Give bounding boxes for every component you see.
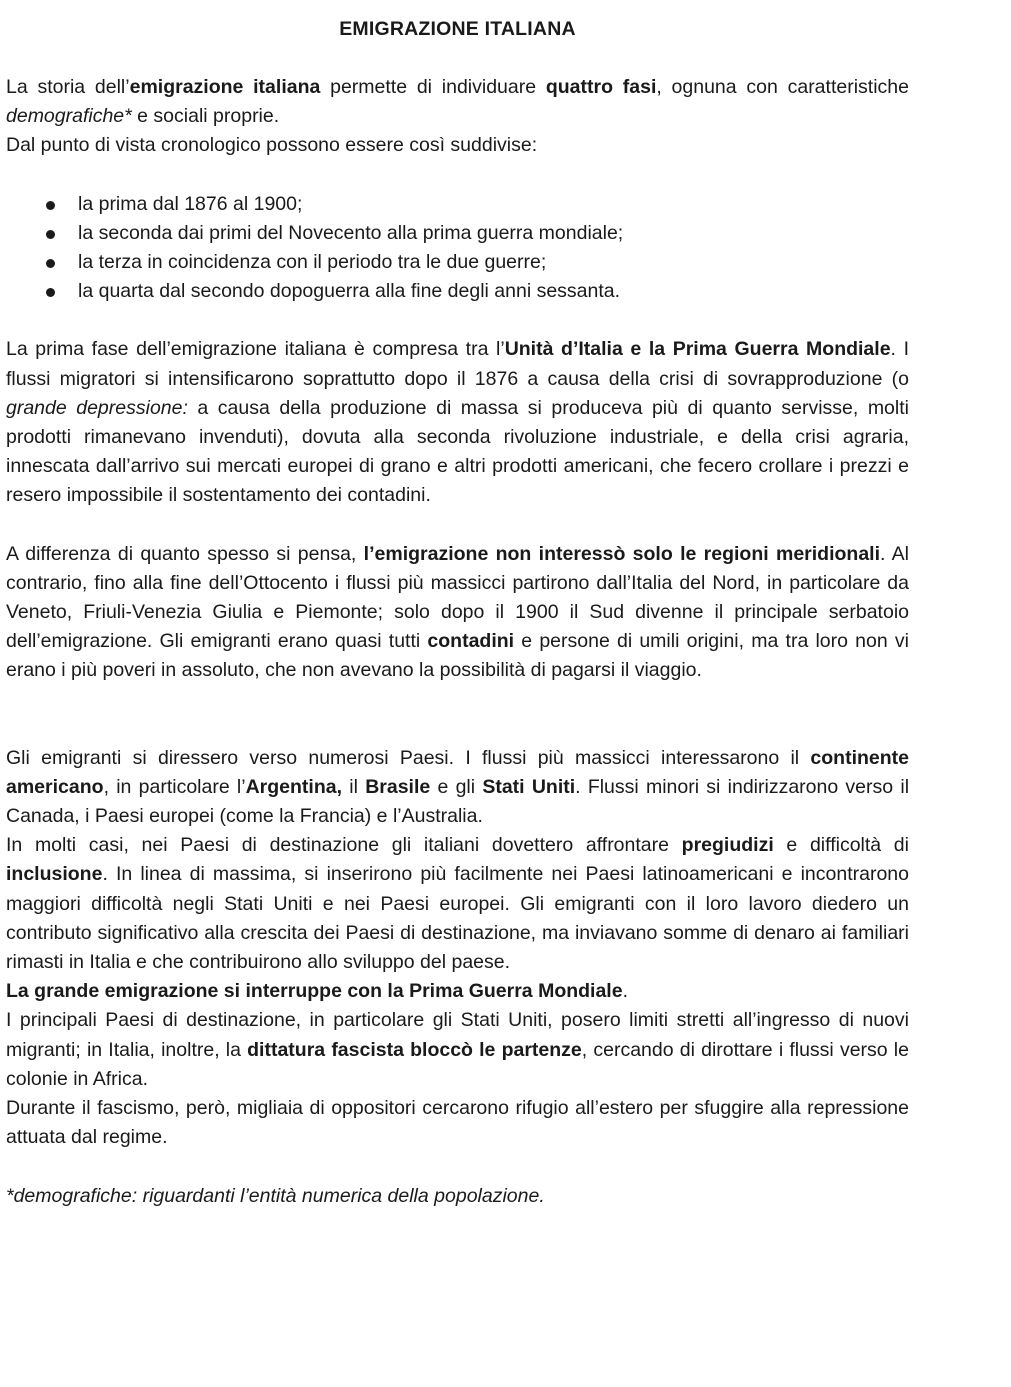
p1-italic-1: grande depressione: [6,396,188,419]
p3-text-2: , in particolare l’ [103,775,246,798]
p3-text-3: il [342,775,366,798]
intro-text-1: La storia dell’ [6,76,130,98]
p1-text-2: . I flussi migratori si intensificarono soprattutto dopo il 1876 a causa della crisi di sovrapproduzione (o [6,338,909,390]
p1-text-3: a causa della produzione di massa si produceva più di quanto servisse, molti prodotti rimanevano invenduti), dovuta alla seconda rivoluzione industriale, e della crisi agraria, innescata dall’arrivo sui mercati europei di grano e altri prodotti americani, che fecero crollare i prezzi e resero impossibile il sostentamento dei contadini. [6,396,909,507]
p1-bold-1: Unità d’Italia e la Prima Guerra Mondiale [504,338,891,361]
intro-bold-2: quattro fasi [545,76,657,98]
p6-bold-1: dittatura fascista bloccò le partenze [247,1038,582,1061]
intro-bold-1: emigrazione italiana [129,76,321,98]
p6-text-1: I principali Paesi di destinazione, in particolare gli Stati Uniti, posero limiti stretti all’ingresso di nuovi migranti; in Italia, inoltre, la [6,1009,909,1061]
paragraph-regions [6,540,909,686]
page-title: EMIGRAZIONE ITALIANA [339,18,576,40]
spacer [6,511,909,540]
p3-text-5: . Flussi minori si indirizzarono verso il Canada, i Paesi europei (come la Francia) e l’Australia. [6,775,910,828]
intro-paragraph [6,73,909,131]
intro-text-3: , ognuna con caratteristiche [656,76,909,98]
footnote-text: *demografiche: riguardanti l’entità numerica della popolazione. [6,1184,545,1207]
bullet-icon [46,230,55,239]
p2-text-3: e persone di umili origini, ma tra loro non vi erano i più poveri in assoluto, che non avevano la possibilità di pagarsi il viaggio. [6,630,909,682]
p5-text-1: . [622,980,628,1003]
p2-bold-1: l’emigrazione non interessò solo le regioni meridionali [363,542,880,565]
p3-bold-3: Brasile [365,775,431,798]
spacer [6,44,909,73]
p3-bold-2: Argentina, [245,775,343,798]
list-item [6,190,909,219]
phase-text: la seconda dai primi del Novecento alla prima guerra mondiale; [78,221,624,244]
p2-text-1: A differenza di quanto spesso si pensa, [6,542,364,565]
bullet-icon [46,288,55,297]
list-item [6,219,909,248]
p6-text-2: , cercando di dirottare i flussi verso le colonie in Africa. [6,1038,909,1090]
bullet-icon [46,201,55,210]
p4-text-3: . In linea di massima, si inserirono più facilmente nei Paesi latinoamericani e incontrarono maggiori difficoltà negli Stati Uniti e nei Paesi europei. Gli emigranti con il loro lavoro diedero un contributo significativo alla crescita dei Paesi di destinazione, ma inviavano somme di denaro ai familiari rimasti in Italia e che contribuirono allo sviluppo del paese. [6,863,909,974]
p1-text-1: La prima fase dell’emigrazione italiana è compresa tra l’ [6,338,505,361]
intro-text-2: permette di individuare [320,76,546,98]
footnote [6,1182,909,1211]
p3-bold-1: continente americano [6,746,909,798]
p4-bold-1: pregiudizi [681,834,774,857]
list-item [6,277,909,306]
p4-text-1: In molti casi, nei Paesi di destinazione gli italiani dovettero affrontare [6,834,682,857]
phase-text: la prima dal 1876 al 1900; [78,192,303,215]
intro-text-4: e sociali proprie. [131,105,280,128]
phase-text: la quarta dal secondo dopoguerra alla fine degli anni sessanta. [78,280,621,303]
p3-text-1: Gli emigranti si diressero verso numerosi Paesi. I flussi più massicci interessarono il [6,746,811,769]
list-item [6,248,909,277]
phase-text: la terza in coincidenza con il periodo tra le due guerre; [78,251,547,274]
p2-bold-2: contadini [427,630,515,653]
chrono-line: Dal punto di vista cronologico possono essere così suddivise: [6,134,538,157]
spacer [6,686,909,744]
p3-text-4: e gli [430,775,483,798]
paragraph-opponents: Durante il fascismo, però, migliaia di oppositori cercarono rifugio all’estero per sfuggire alla repressione attuata dal regime. [6,1097,909,1149]
spacer [6,1153,909,1182]
intro-italic-1: demografiche* [6,105,132,128]
phases-list [6,190,909,307]
p4-bold-2: inclusione [6,863,103,886]
paragraph-destinations [6,744,909,832]
p5-bold-1: La grande emigrazione si interruppe con la Prima Guerra Mondiale [6,980,623,1003]
paragraph-interruption [6,977,909,1006]
paragraph-prejudice [6,831,909,977]
paragraph-first-phase [6,335,909,510]
p2-text-2: . Al contrario, fino alla fine dell’Ottocento i flussi più massicci partirono dall’Italia del Nord, in particolare da Veneto, Friuli-Venezia Giulia e Piemonte; solo dopo il 1900 il Sud divenne il principale serbatoio dell’emigrazione. Gli emigranti erano quasi tutti [6,542,909,653]
document-page [6,14,909,1211]
bullet-icon [46,259,55,268]
p4-text-2: e difficoltà di [773,834,909,857]
paragraph-fascism-limits [6,1006,909,1094]
spacer [6,161,909,190]
spacer [6,306,909,335]
p3-bold-4: Stati Uniti [482,775,576,798]
